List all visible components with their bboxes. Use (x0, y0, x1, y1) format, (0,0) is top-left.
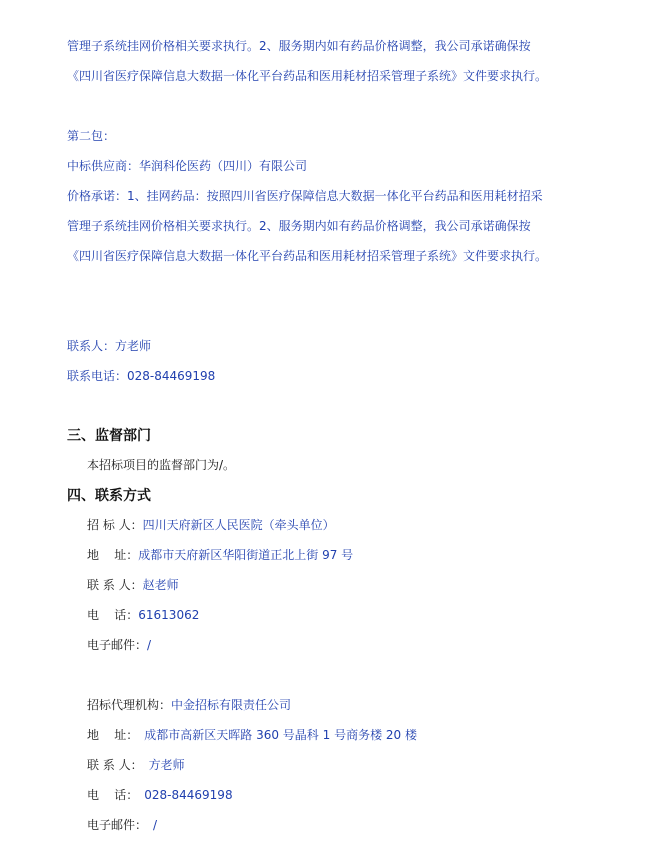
agency-address-label: 地 址： (87, 728, 139, 742)
agency-name-value: 中金招标有限责任公司 (171, 698, 292, 712)
package2-supplier: 中标供应商：华润科伦医药（四川）有限公司 (67, 159, 308, 173)
agency-phone-label: 电 话： (87, 788, 139, 802)
agency-email-value: / (153, 818, 158, 832)
agency-address-value: 成都市高新区天晖路 360 号晶科 1 号商务楼 20 楼 (144, 728, 417, 742)
package2-price-line2: 管理子系统挂网价格相关要求执行。2、服务期内如有药品价格调整，我公司承诺确保按 (67, 219, 531, 233)
buyer-phone-row (87, 607, 199, 623)
agency-contact-row (87, 757, 185, 773)
buyer-address-label: 地 址： (87, 548, 139, 562)
buyer-name-label: 招 标 人： (87, 518, 143, 532)
agency-phone-row (87, 787, 233, 803)
buyer-contact-row (87, 577, 179, 593)
buyer-name-row (87, 517, 335, 533)
agency-contact-value: 方老师 (148, 758, 185, 772)
buyer-contact-label: 联 系 人： (87, 578, 143, 592)
buyer-phone-value: 61613062 (138, 608, 200, 622)
buyer-phone-label: 电 话： (87, 608, 139, 622)
buyer-email-row (87, 637, 151, 653)
buyer-email-value: / (147, 638, 152, 652)
section4-heading: 四、联系方式 (67, 488, 151, 504)
agency-name-label: 招标代理机构： (87, 698, 172, 712)
agency-contact-label: 联 系 人： (87, 758, 143, 772)
agency-address-row (87, 727, 417, 743)
agency-email-label: 电子邮件： (87, 818, 148, 832)
package2-price-line3: 《四川省医疗保障信息大数据一体化平台药品和医用耗材招采管理子系统》文件要求执行。 (67, 249, 548, 263)
contact-phone: 联系电话：028-84469198 (67, 369, 216, 383)
buyer-name-value: 四川天府新区人民医院（牵头单位） (142, 518, 335, 532)
buyer-address-value: 成都市天府新区华阳街道正北上街 97 号 (138, 548, 354, 562)
buyer-address-row (87, 547, 353, 563)
package2-price-line1: 价格承诺：1、挂网药品：按照四川省医疗保障信息大数据一体化平台药品和医用耗材招采 (67, 189, 543, 203)
buyer-email-label: 电子邮件： (87, 638, 148, 652)
section3-text: 本招标项目的监督部门为/。 (87, 458, 236, 472)
package1-price-line2: 管理子系统挂网价格相关要求执行。2、服务期内如有药品价格调整，我公司承诺确保按 (67, 39, 531, 53)
contact-person: 联系人：方老师 (67, 339, 152, 353)
package1-price-line3: 《四川省医疗保障信息大数据一体化平台药品和医用耗材招采管理子系统》文件要求执行。 (67, 69, 548, 83)
section3-heading: 三、监督部门 (67, 428, 151, 444)
package2-title: 第二包： (67, 129, 116, 143)
agency-name-row (87, 697, 291, 713)
agency-phone-value: 028-84469198 (144, 788, 233, 802)
buyer-contact-value: 赵老师 (142, 578, 179, 592)
agency-email-row (87, 817, 157, 833)
